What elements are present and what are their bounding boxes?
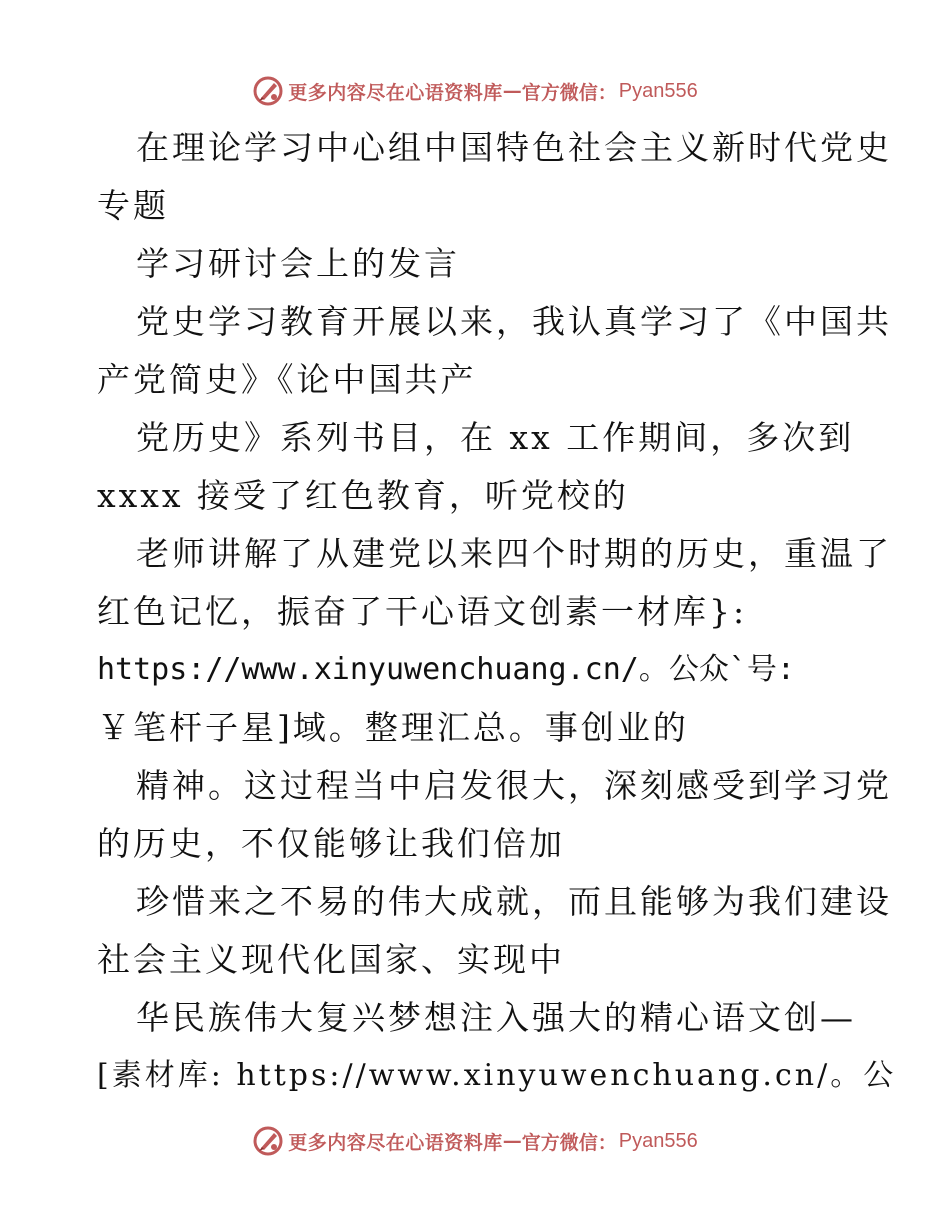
body-line-1: 在理论学习中心组中国特色社会主义新时代党史 — [136, 128, 892, 167]
banner-dash: — — [502, 80, 522, 102]
footer-account: Pyan556 — [618, 1129, 698, 1152]
body-line-7: xxxx 接受了红色教育，听党校的 — [97, 476, 629, 515]
quill-pen-logo-icon — [252, 1125, 284, 1157]
quill-pen-logo-icon — [252, 75, 284, 107]
banner-official-text: 官方微信： — [521, 81, 617, 104]
banner-brand-text: 更多内容尽在心语资料库 — [288, 81, 503, 104]
body-line-9: 红色记忆，振奋了干心语文创素一材库}: — [97, 592, 748, 631]
body-line-8: 老师讲解了从建党以来四个时期的历史，重温了 — [136, 534, 892, 573]
body-line-14: 珍惜来之不易的伟大成就，而且能够为我们建设 — [136, 882, 892, 921]
footer-brand-text: 更多内容尽在心语资料库 — [288, 1131, 503, 1154]
header-banner — [0, 71, 950, 111]
footer-dash: — — [502, 1130, 522, 1152]
body-line-13: 的历史，不仅能够让我们倍加 — [97, 824, 565, 863]
footer-official-text: 官方微信： — [521, 1131, 617, 1154]
body-line-12: 精神。这过程当中启发很大，深刻感受到学习党 — [136, 766, 892, 805]
body-line-5: 产党简史》《论中国共产 — [97, 360, 477, 399]
body-line-11: ￥笔杆子星]域。整理汇总。事创业的 — [97, 708, 689, 747]
banner-account: Pyan556 — [618, 79, 698, 102]
body-line-2: 专题 — [97, 186, 169, 225]
body-line-17: [素材库: https://www.xinyuwenchuang.cn/。公 — [97, 1058, 897, 1093]
body-line-10: https://www.xinyuwenchuang.cn/。公众`号: — [97, 652, 795, 687]
body-line-16: 华民族伟大复兴梦想注入强大的精心语文创— — [136, 998, 856, 1037]
body-line-15: 社会主义现代化国家、实现中 — [97, 940, 565, 979]
footer-banner — [0, 1121, 950, 1161]
body-line-3: 学习研讨会上的发言 — [136, 244, 460, 283]
body-line-4: 党史学习教育开展以来，我认真学习了《中国共 — [136, 302, 892, 341]
body-line-6: 党历史》系列书目，在 xx 工作期间，多次到 — [136, 418, 855, 457]
